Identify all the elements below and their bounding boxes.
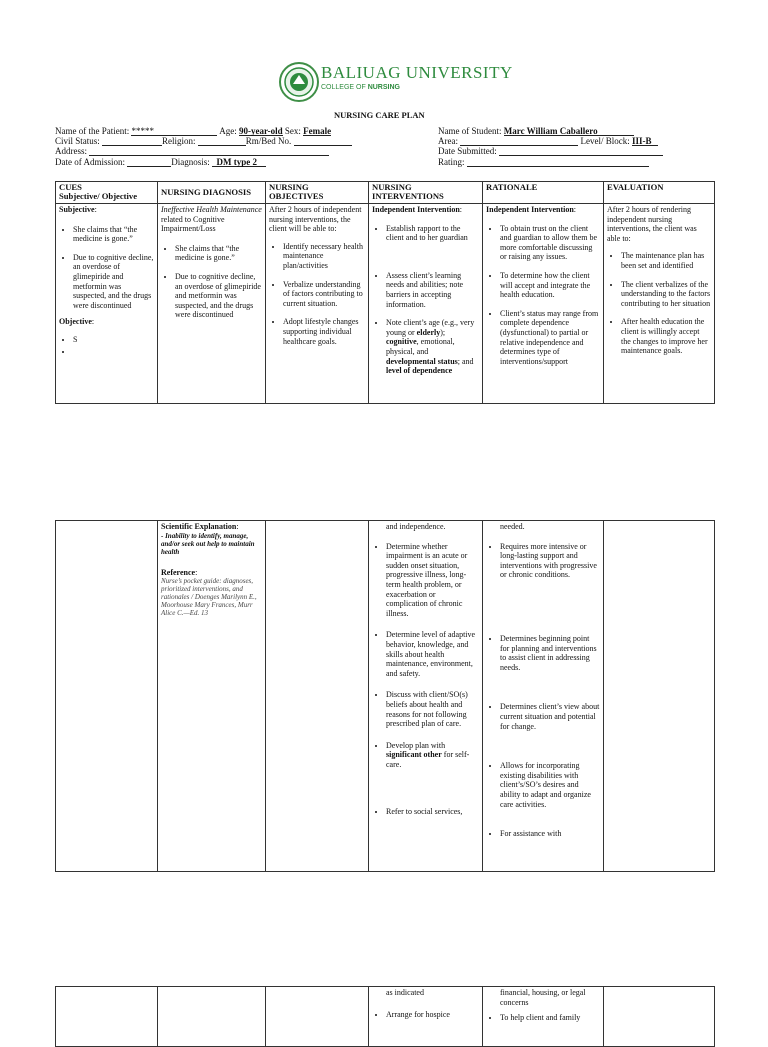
level-field: III-B <box>632 136 658 146</box>
interventions-cell: and independence. • Determine whether impairment is an acute or sudden onset situation, progressive illness, long-term health problem, or exacerbation or complication of chronic illness. • Determine level of adaptive behavior, knowledge, and skills about health maintenance, environment, and safety. • Discuss with client/SO(s) beliefs about health and reasons for not following prescribed plan of care. • Develop plan with significant other for self-care. • Refer to social services, <box>369 521 483 872</box>
list-item: • Assess client’s learning needs and abilities; note barriers in accepting information. <box>386 271 479 309</box>
student-field: Marc William Caballero <box>504 126 634 136</box>
objectives-cell: After 2 hours of independent nursing interventions, the client will be able to: • Identify necessary health maintenance plan/activities • Verbalize understanding of factors contributing to current situation. • Adopt lifestyle changes supporting individual healthcare goals. <box>266 204 369 404</box>
header-rationale: RATIONALE <box>483 182 604 204</box>
rationale-cell: financial, housing, or legal concerns • To help client and family <box>483 987 604 1047</box>
list-item: • The client verbalizes of the understanding to the factors contributing to her situation <box>621 280 711 309</box>
list-item <box>73 347 154 357</box>
form-row-rating: Rating: <box>438 157 649 167</box>
form-row-address: Address: <box>55 146 329 156</box>
list-item: • Refer to social services, <box>386 807 479 817</box>
rationale-cell: needed. • Requires more intensive or long-lasting support and interventions with progressive or chronic conditions. • Determines beginning point for planning and interventions to assist client in addressing needs. • Determines client’s view about current situation and potential for change. • Allows for incorporating existing disabilities with client’s/SO’s desires and ability to adapt and organize care activities. • For assistance with <box>483 521 604 872</box>
list-item: • To determine how the client will accept and integrate the health education. <box>500 271 600 300</box>
list-item: • Determines client’s view about current situation and potential for change. <box>500 702 600 731</box>
date-submitted-field <box>499 146 663 156</box>
cues-cell <box>56 521 158 872</box>
list-item: • To help client and family <box>500 1013 600 1023</box>
header-evaluation: EVALUATION <box>604 182 715 204</box>
header-nursing-interventions: NURSING INTERVENTIONS <box>369 182 483 204</box>
form-row-area: Area: Level/ Block: III-B <box>438 136 658 146</box>
form-row-date-submitted: Date Submitted: <box>438 146 663 156</box>
list-item: • For assistance with <box>500 829 600 839</box>
list-item: • Adopt lifestyle changes supporting individual healthcare goals. <box>283 317 365 346</box>
list-item: • Establish rapport to the client and to her guardian <box>386 224 479 243</box>
address-field <box>89 146 329 156</box>
list-item: • Determine level of adaptive behavior, knowledge, and skills about health maintenance, environment, and safety. <box>386 630 479 678</box>
list-item: • Identify necessary health maintenance plan/activities <box>283 242 365 271</box>
list-item: • Requires more intensive or long-lasting support and interventions with progressive or chronic conditions. <box>500 542 600 580</box>
list-item: • Determines beginning point for planning and interventions to assist client in addressing needs. <box>500 634 600 672</box>
cues-cell: Subjective: • She claims that “the medicine is gone.” • Due to cognitive decline, an overdose of glimepiride and metformin was suspected, and the drugs were discontinued Objective: • S • <box>56 204 158 404</box>
college-name: COLLEGE OF NURSING <box>321 84 400 91</box>
header-cues: CUES Subjective/ Objective <box>56 182 158 204</box>
list-item: • Develop plan with significant other for self-care. <box>386 741 479 770</box>
university-name: BALIUAG UNIVERSITY <box>321 63 513 82</box>
diagnosis-cell: Scientific Explanation: - Inability to identify, manage, and/or seek out help to maintain health Reference: Nurse’s pocket guide: diagnoses, prioritized interventions, and rationales / Doenges Marilynn E., Moorhouse Mary Frances, Murr Alice C.—Ed. 13 <box>158 521 266 872</box>
religion-field <box>198 136 246 146</box>
list-item: • To obtain trust on the client and guardian to allow them be more comfortable discussing or raising any issues. <box>500 224 600 262</box>
diagnosis-cell <box>158 987 266 1047</box>
diagnosis-field: DM type 2 <box>212 157 266 167</box>
objectives-cell <box>266 521 369 872</box>
age-field: 90-year-old <box>239 126 283 136</box>
room-field <box>294 136 352 146</box>
header-nursing-objectives: NURSING OBJECTIVES <box>266 182 369 204</box>
care-plan-table-page1 <box>55 181 715 404</box>
cues-cell <box>56 987 158 1047</box>
university-logo <box>279 60 513 106</box>
care-plan-table-page2 <box>55 520 715 872</box>
interventions-cell: as indicated • Arrange for hospice <box>369 987 483 1047</box>
list-item: • Arrange for hospice <box>386 1010 479 1020</box>
form-row-admission: Date of Admission: Diagnosis: DM type 2 <box>55 157 266 167</box>
form-row-student: Name of Student: Marc William Caballero <box>438 126 634 136</box>
list-item: • Determine whether impairment is an acute or sudden onset situation, progressive illness, long-term health problem, or exacerbation or complication of chronic illness. <box>386 542 479 619</box>
evaluation-cell: After 2 hours of rendering independent nursing interventions, the client was able to: • The maintenance plan has been set and identified • The client verbalizes of the understanding to the factors contributing to her situation • After health education the client is willingly accept the changes to improve her maintenance goals. <box>604 204 715 404</box>
civil-status-field <box>102 136 162 146</box>
header-nursing-diagnosis: NURSING DIAGNOSIS <box>158 182 266 204</box>
list-item: • After health education the client is willingly accept the changes to improve her maintenance goals. <box>621 317 711 355</box>
area-field <box>460 136 578 146</box>
objectives-cell <box>266 987 369 1047</box>
rating-field <box>467 157 649 167</box>
list-item: • The maintenance plan has been set and identified <box>621 251 711 270</box>
list-item: • Client’s status may range from complete dependence (dysfunctional) to partial or relative independence and determines type of interventions/support <box>500 309 600 367</box>
list-item: • Verbalize understanding of factors contributing to current situation. <box>283 280 365 309</box>
list-item: • Note client’s age (e.g., very young or elderly); cognitive, emotional, physical, and developmental status; and level of dependence <box>386 318 479 376</box>
admission-date-field <box>127 157 171 167</box>
evaluation-cell <box>604 521 715 872</box>
list-item: • Allows for incorporating existing disabilities with client’s/SO’s desires and ability to adapt and organize care activities. <box>500 761 600 809</box>
interventions-cell: Independent Intervention: • Establish rapport to the client and to her guardian • Assess client’s learning needs and abilities; note barriers in accepting information. • Note client’s age (e.g., very young or elderly); cognitive, emotional, physical, and developmental status; and level of dependence <box>369 204 483 404</box>
form-row-patient: Name of the Patient: ***** Age: 90-year-old Sex: Female <box>55 126 332 136</box>
list-item: • She claims that “the medicine is gone.” <box>175 244 262 263</box>
diagnosis-cell: Ineffective Health Maintenance related to Cognitive Impairment/Loss • She claims that “the medicine is gone.” • Due to cognitive decline, an overdose of glimepiride and metformin was suspected, and the drugs were discontinued <box>158 204 266 404</box>
rationale-cell: Independent Intervention: • To obtain trust on the client and guardian to allow them be more comfortable discussing or raising any issues. • To determine how the client will accept and integrate the health education. • Client’s status may range from complete dependence (dysfunctional) to partial or relative independence and determines type of interventions/support <box>483 204 604 404</box>
patient-field: ***** <box>131 126 217 136</box>
sex-field: Female <box>303 126 332 136</box>
university-seal-icon <box>279 62 319 102</box>
evaluation-cell <box>604 987 715 1047</box>
document-title: NURSING CARE PLAN <box>334 110 425 120</box>
list-item: • Due to cognitive decline, an overdose of glimepiride and metformin was suspected, and the drugs were discontinued <box>175 272 262 320</box>
care-plan-table-page3 <box>55 986 715 1047</box>
list-item: • Discuss with client/SO(s) beliefs about health and reasons for not following prescribed plan of care. <box>386 690 479 728</box>
list-item: • S <box>73 335 154 345</box>
form-row-civil: Civil Status: Religion: Rm/Bed No. <box>55 136 352 146</box>
list-item: • She claims that “the medicine is gone.” <box>73 225 154 244</box>
list-item: • Due to cognitive decline, an overdose of glimepiride and metformin was suspected, and the drugs were discontinued <box>73 253 154 311</box>
